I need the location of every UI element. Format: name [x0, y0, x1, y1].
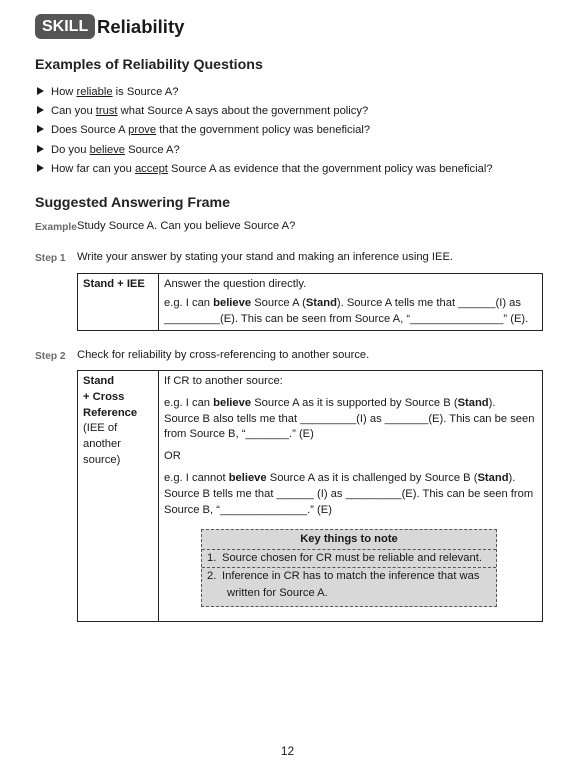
- bullet-triangle-icon: [37, 106, 44, 114]
- step2-example-supported: [164, 396, 537, 443]
- page-title: Reliability: [97, 16, 185, 37]
- key-note-number: 2.: [207, 569, 217, 582]
- question-keyword: accept: [134, 162, 168, 175]
- step1-col-label: Stand + IEE: [78, 274, 159, 331]
- key-note-text: written for Source A.: [227, 586, 328, 599]
- col-label-line: Reference: [83, 406, 138, 419]
- question-text: How far can you: [51, 162, 135, 175]
- example-text: ). Source A tells me that ______(I) as: [336, 296, 521, 309]
- frame-heading: Suggested Answering Frame: [35, 195, 230, 211]
- page-number: 12: [280, 744, 295, 758]
- example-text: e.g. I cannot: [164, 471, 229, 484]
- example-text: Source B also tells me that _________(I) as _______(E). This can be seen: [164, 412, 535, 425]
- example-keyword: believe: [213, 296, 252, 309]
- question-keyword: believe: [89, 143, 126, 156]
- example-keyword: believe: [213, 396, 252, 409]
- skill-badge: SKILL: [35, 14, 95, 39]
- step2-example-challenged: [164, 471, 537, 518]
- step2-col-label: [78, 371, 159, 622]
- step1-instruction: Answer the question directly.: [164, 278, 307, 290]
- example-text: Source B, “______________.” (E): [164, 503, 332, 516]
- example-text: Source A (: [251, 296, 306, 309]
- step1-col-content: [159, 274, 543, 331]
- example-text: _________(E). This can be seen from Source A, “_______________” (E).: [164, 312, 529, 325]
- question-text: Can you: [51, 105, 96, 118]
- key-note-item: [202, 549, 496, 567]
- step2-label: Step 2: [35, 351, 66, 362]
- list-item: [37, 141, 557, 160]
- example-keyword: Stand: [457, 396, 489, 409]
- bullet-triangle-icon: [37, 145, 44, 153]
- example-text: Source A as it is supported by Source B (: [251, 396, 458, 409]
- step1-example: [164, 296, 537, 328]
- question-text: that the government policy was beneficial?: [156, 124, 371, 137]
- list-item: [37, 121, 557, 140]
- question-keyword: trust: [95, 105, 118, 118]
- key-note-item: [202, 567, 496, 602]
- key-note-text: Inference in CR has to match the inference that was: [222, 569, 480, 582]
- bullet-triangle-icon: [37, 125, 44, 133]
- example-text: e.g. I can: [164, 296, 214, 309]
- example-text: ).: [488, 396, 496, 409]
- example-keyword: believe: [228, 471, 267, 484]
- or-text: OR: [164, 450, 181, 463]
- key-notes-box: [201, 529, 497, 607]
- question-keyword: reliable: [76, 86, 113, 98]
- example-text: ).: [508, 471, 516, 484]
- question-text: Source A as evidence that the government policy was beneficial?: [167, 162, 493, 175]
- col-label-line: Stand: [83, 375, 115, 387]
- question-text: Does Source A: [51, 124, 129, 137]
- step1-text: Write your answer by stating your stand and making an inference using IEE.: [77, 251, 454, 263]
- bullet-triangle-icon: [37, 87, 44, 95]
- list-item: [37, 102, 557, 121]
- example-text: from Source B, “_______.” (E): [164, 428, 314, 441]
- list-item: [37, 83, 557, 102]
- example-text: e.g. I can: [164, 396, 214, 409]
- list-item: [37, 160, 557, 179]
- question-text: is Source A?: [112, 86, 179, 98]
- example-text: Study Source A. Can you believe Source A?: [77, 220, 296, 232]
- question-list: [37, 83, 557, 179]
- example-keyword: Stand: [477, 471, 509, 484]
- col-label-line: another: [83, 438, 121, 451]
- examples-heading: Examples of Reliability Questions: [35, 57, 263, 73]
- key-note-text: Source chosen for CR must be reliable and relevant.: [222, 552, 482, 564]
- example-label: Example: [35, 222, 77, 233]
- example-text: Source A as it is challenged by Source B (: [266, 471, 478, 484]
- example-keyword: Stand: [305, 296, 337, 309]
- step2-instruction: If CR to another source:: [164, 375, 283, 387]
- example-text: Source B tells me that ______ (I) as _________(E). This can be seen from: [164, 487, 534, 500]
- key-notes-title: Key things to note: [300, 533, 398, 545]
- col-label-line: source): [83, 453, 121, 466]
- bullet-triangle-icon: [37, 164, 44, 172]
- question-text: what Source A says about the government policy?: [117, 105, 369, 118]
- step2-text: Check for reliability by cross-referencing to another source.: [77, 349, 370, 361]
- key-note-number: 1.: [207, 552, 217, 564]
- question-text: Source A?: [125, 143, 180, 156]
- col-label-line: (IEE of: [83, 422, 118, 435]
- question-text: Do you: [51, 143, 90, 156]
- step1-table: [77, 273, 543, 331]
- col-label-line: + Cross: [83, 390, 125, 403]
- question-text: How: [51, 86, 77, 98]
- step1-label: Step 1: [35, 253, 66, 264]
- question-keyword: prove: [128, 124, 157, 137]
